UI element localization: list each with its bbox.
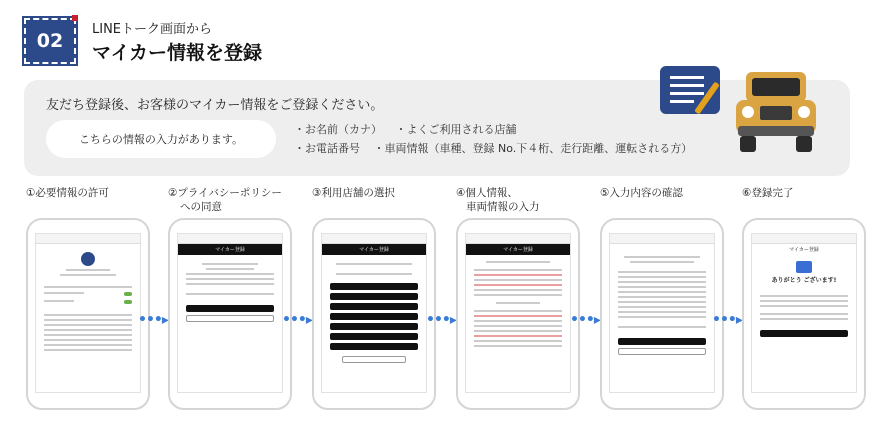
info-heading: 友だち登録後、お客様のマイカー情報をご登録ください。 [46,98,384,113]
section-title: マイカー情報を登録 [92,42,263,64]
phone-screen-header: マイカー登録 [752,244,856,255]
step-label-line: ⑤入力内容の確認 [600,187,683,199]
phone-topbar [36,234,140,244]
phone-topbar [752,234,856,244]
phone-mockup-confirm [600,218,724,410]
close-button[interactable] [760,330,848,337]
phone-topbar [178,234,282,244]
phone-screen [321,233,427,393]
flow-arrow: •••▸ [138,312,168,328]
step-label-line: への同意 [180,201,222,213]
phone-mockup-store-select [312,218,436,410]
phone-screen [177,233,283,393]
store-option[interactable] [330,333,418,340]
register-button[interactable] [618,338,706,345]
badge-number: 02 [36,30,64,52]
info-pill [46,120,276,158]
phone-screen [751,233,857,393]
step-number-badge [24,18,76,64]
info-item: ・よくご利用される店舗 [395,123,517,136]
info-items-row [294,120,702,139]
phone-screen-header: マイカー登録 [322,244,426,255]
car-illustration [732,66,820,158]
step-label-line: ②プライバシーポリシー [168,187,282,199]
info-item: ・車両情報（車種、登録 No.下４桁、走行距離、運転される方） [373,142,693,155]
phone-mockup-privacy [168,218,292,410]
toggle-on-icon [124,300,132,304]
phone-screen [609,233,715,393]
thanks-message: ありがとう ございます! [771,277,837,284]
phone-mockup-personal-info [456,218,580,410]
phone-topbar [466,234,570,244]
store-option[interactable] [330,293,418,300]
flow-arrow: •••▸ [282,312,312,328]
step-label-4 [456,186,540,214]
step-label-line: ④個人情報、 [456,187,518,199]
phone-topbar [322,234,426,244]
back-button[interactable] [342,356,406,363]
step-label-line: 車両情報の入力 [466,201,540,213]
step-label-1 [26,186,109,200]
car-icon [796,261,812,273]
phone-screen [35,233,141,393]
phone-topbar [610,234,714,244]
info-items [294,120,702,158]
phone-screen-header: マイカー登録 [178,244,282,255]
phone-mockup-complete [742,218,866,410]
step-label-line: ①必要情報の許可 [26,187,109,199]
step-label-line: ③利用店舗の選択 [312,187,395,199]
flow-arrow: •••▸ [712,312,742,328]
step-label-2 [168,186,282,214]
flow-arrow: •••▸ [426,312,456,328]
info-panel [24,80,850,176]
step-label-line: ⑥登録完了 [742,187,794,199]
toggle-on-icon [124,292,132,296]
info-item: ・お名前（カナ） [294,123,382,136]
edit-button[interactable] [618,348,706,355]
store-option[interactable] [330,343,418,350]
flow-arrow: •••▸ [570,312,600,328]
info-items-row [294,139,702,158]
app-logo-icon [81,252,95,266]
step-label-6 [742,186,793,200]
store-option[interactable] [330,313,418,320]
store-option[interactable] [330,323,418,330]
info-item: ・お電話番号 [294,142,360,155]
step-label-5 [600,186,683,200]
badge-corner-accent [72,15,78,21]
disagree-button[interactable] [186,315,274,322]
store-option[interactable] [330,303,418,310]
step-label-3 [312,186,395,200]
agree-button[interactable] [186,305,274,312]
phone-mockup-permission [26,218,150,410]
section-subtitle: LINEトーク画面から [92,22,213,37]
info-pill-text: こちらの情報の入力があります。 [78,133,244,146]
phone-screen-header: マイカー登録 [466,244,570,255]
phone-screen [465,233,571,393]
store-option[interactable] [330,283,418,290]
